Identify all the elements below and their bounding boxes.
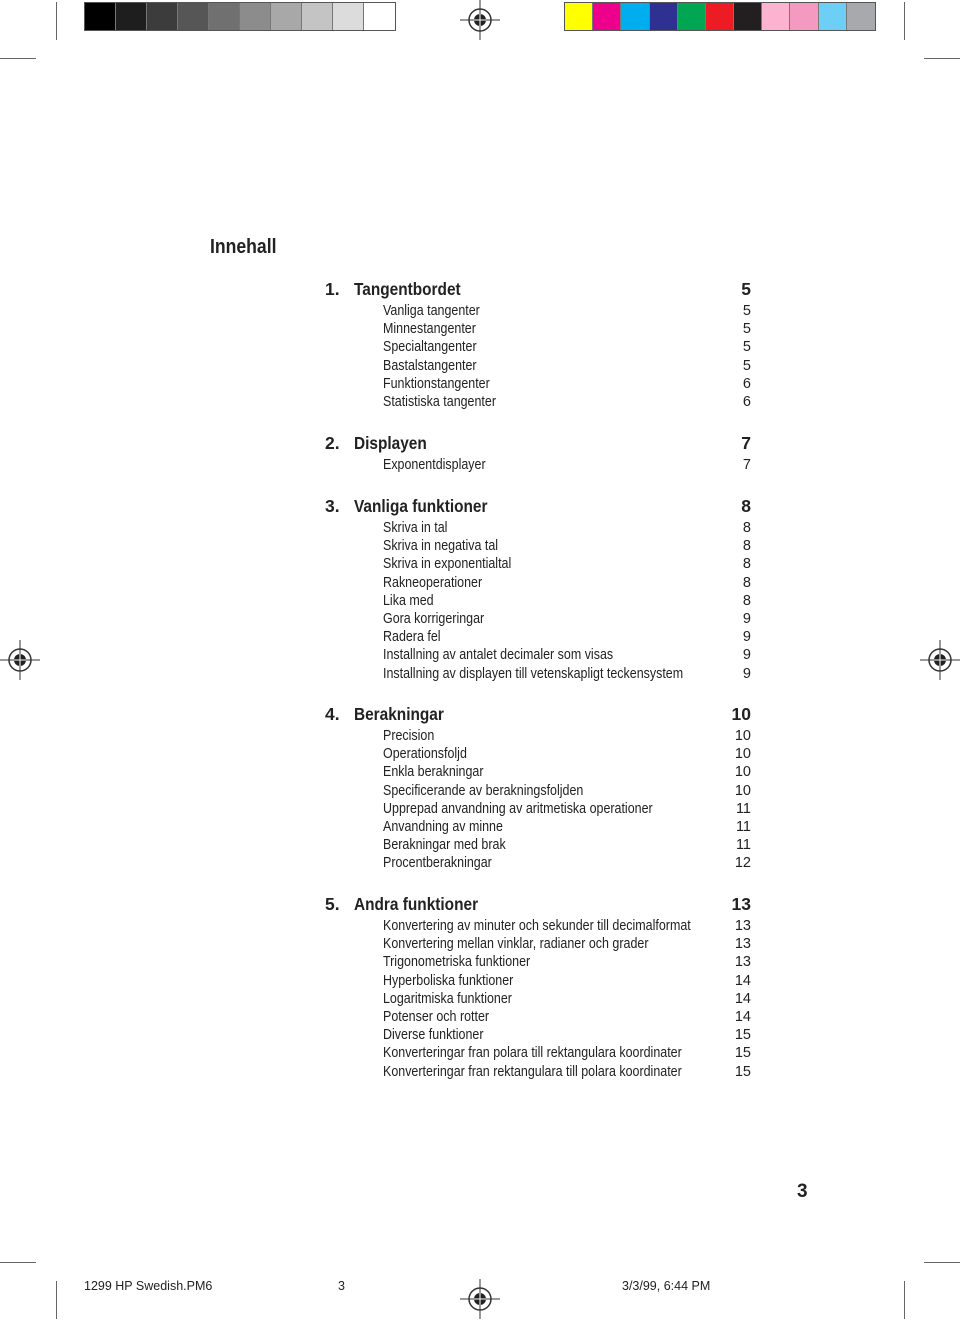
toc-entry-page: 11 [735,819,751,835]
toc-entry [383,991,751,1009]
section-page: 8 [741,496,751,516]
section-title: Berakningar [354,704,444,724]
toc-entry [383,936,751,954]
toc-entry [383,764,751,782]
color-swatch [650,3,678,30]
toc-entry-label: Upprepad anvandning av aritmetiska operationer [383,800,653,817]
toc-entry-label: Enkla berakningar [383,764,484,781]
color-swatch [240,3,271,30]
toc-entry [383,819,751,837]
toc-entry-label: Radera fel [383,629,441,646]
toc-entry-label: Gora korrigeringar [383,611,485,627]
toc-entry-label: Exponentdisplayer [383,457,486,473]
toc-entry-label: Hyperboliska funktioner [383,972,514,989]
crop-mark-bottom-left-vertical [56,1281,57,1319]
toc-entry-label: Specialtangenter [383,339,477,356]
toc-entry-label: Funktionstangenter [383,375,490,392]
toc-entry-label: Konvertering av minuter och sekunder till decimalformat [383,918,691,934]
toc-entry [383,358,751,376]
toc-entry [383,339,751,357]
toc-entry [383,556,751,574]
toc-entry-page: 8 [742,538,751,555]
toc-entry-page: 5 [742,357,751,374]
section-page: 5 [741,279,751,299]
toc-entry [383,801,751,819]
toc-entry [383,647,751,665]
section-number: 5. [325,894,340,914]
page-number: 3 [797,1181,808,1202]
toc-entry-label: Installning av displayen till vetenskapligt teckensystem [383,665,684,682]
crop-mark-top-right-horizontal [924,58,960,59]
toc-entry [383,1009,751,1027]
toc-entry-label: Statistiska tangenter [383,394,496,410]
process-color-bar [564,2,876,31]
slug-file-name: 1299 HP Swedish.PM6 [84,1279,213,1293]
toc-entry-label: Specificerande av berakningsfoljden [383,782,584,799]
section-number: 1. [325,279,340,299]
crop-mark-top-left-horizontal [0,58,36,59]
toc-entry-page: 6 [742,375,751,392]
toc-entry [383,746,751,764]
color-swatch [209,3,240,30]
toc-entry [383,321,751,339]
section-title: Displayen [354,433,427,453]
color-swatch [565,3,593,30]
toc-entry [383,1027,751,1045]
toc-entry-page: 11 [735,800,751,817]
toc-entry [383,629,751,647]
toc-entry-label: Konvertering mellan vinklar, radianer och grader [383,936,649,953]
toc-section-heading [325,433,751,455]
toc-entry-label: Anvandning av minne [383,819,503,835]
color-swatch [178,3,209,30]
registration-mark-left-icon [0,640,40,680]
color-swatch [706,3,734,30]
toc-entry-page: 9 [742,647,751,664]
registration-mark-top-icon [460,0,500,40]
toc-entry-page: 10 [734,746,751,763]
toc-entry-page: 8 [742,592,751,609]
toc-entry [383,666,751,684]
toc-entry [383,457,751,475]
toc-entry-label: Precision [383,728,435,744]
toc-entry-page: 12 [734,855,751,872]
toc-entry-page: 11 [735,837,751,854]
toc-entry-page: 14 [734,1009,751,1025]
crop-mark-bottom-right-horizontal [924,1262,960,1263]
section-page: 10 [731,704,751,724]
color-swatch [621,3,649,30]
registration-mark-bottom-icon [460,1279,500,1319]
grey-color-bar [84,2,396,31]
color-swatch [85,3,116,30]
toc-entry-label: Potenser och rotter [383,1009,490,1025]
toc-entry-label: Logaritmiska funktioner [383,990,512,1007]
toc-entry-page: 15 [734,1063,751,1080]
color-swatch [364,3,395,30]
crop-mark-bottom-left-horizontal [0,1262,36,1263]
toc-entry-label: Berakningar med brak [383,837,506,854]
toc-entry [383,973,751,991]
toc-entry-label: Vanliga tangenter [383,303,480,319]
toc-entry-page: 9 [742,665,751,682]
toc-entry-label: Konverteringar fran polara till rektangulara koordinater [383,1045,682,1062]
toc-entry-page: 5 [742,303,751,319]
toc-entry-label: Skriva in tal [383,520,448,536]
color-swatch [790,3,818,30]
slug-date: 3/3/99, 6:44 PM [622,1279,711,1293]
color-swatch [593,3,621,30]
toc-entry-page: 10 [734,764,751,781]
toc-entry-label: Trigonometriska funktioner [383,954,531,971]
toc-entry [383,728,751,746]
toc-entry [383,376,751,394]
toc-entry-label: Operationsfoljd [383,746,467,763]
toc-entry-label: Installning av antalet decimaler som visas [383,647,614,664]
toc-entry-page: 10 [734,728,751,744]
section-number: 3. [325,496,340,516]
toc-entry [383,575,751,593]
toc-entry-page: 9 [742,629,751,646]
toc-entry-label: Procentberakningar [383,855,492,872]
toc-entry-page: 14 [734,990,751,1007]
toc-entry-label: Rakneoperationer [383,574,483,591]
toc-entry-page: 10 [734,782,751,799]
color-swatch [734,3,762,30]
toc-section-heading [325,496,751,518]
toc-entry [383,837,751,855]
color-swatch [819,3,847,30]
color-swatch [762,3,790,30]
toc-entry [383,1045,751,1063]
toc-entry-page: 14 [734,972,751,989]
crop-mark-top-right-vertical [904,2,905,40]
color-swatch [147,3,178,30]
toc-entry-page: 8 [742,520,751,536]
toc-entry-label: Lika med [383,592,434,609]
crop-mark-bottom-right-vertical [904,1281,905,1319]
toc-entry-label: Minnestangenter [383,321,476,338]
section-number: 4. [325,704,340,724]
toc-entry [383,538,751,556]
toc-entry [383,1064,751,1082]
color-swatch [302,3,333,30]
slug-page: 3 [338,1279,345,1293]
color-swatch [847,3,875,30]
toc-entry-label: Skriva in negativa tal [383,538,499,555]
toc-entry-page: 8 [742,556,751,573]
crop-mark-top-left-vertical [56,2,57,40]
toc-section-heading [325,704,751,726]
toc-entry-label: Konverteringar fran rektangulara till polara koordinater [383,1063,682,1080]
toc-entry [383,918,751,936]
toc-title: Innehall [210,236,277,258]
toc-entry [383,954,751,972]
toc-entry-page: 13 [734,954,751,971]
toc-entry-page: 15 [734,1045,751,1062]
section-number: 2. [325,433,340,453]
toc-entry [383,783,751,801]
toc-entry [383,611,751,629]
section-title: Andra funktioner [354,894,479,914]
toc-entry-label: Bastalstangenter [383,357,477,374]
color-swatch [116,3,147,30]
toc-entry-label: Diverse funktioner [383,1027,484,1044]
toc-entry-page: 13 [734,936,751,953]
section-title: Vanliga funktioner [354,496,488,516]
toc-entry-page: 9 [742,611,751,627]
color-swatch [333,3,364,30]
section-title: Tangentbordet [354,279,461,299]
toc-entry [383,394,751,412]
toc-entry-page: 7 [742,457,751,473]
toc-entry-page: 15 [734,1027,751,1044]
toc-entry-page: 13 [734,918,751,934]
toc-entry [383,520,751,538]
color-swatch [271,3,302,30]
toc-entry-page: 5 [742,321,751,338]
registration-mark-right-icon [920,640,960,680]
toc-entry [383,303,751,321]
toc-entry-page: 6 [742,394,751,410]
toc-entry-label: Skriva in exponentialtal [383,556,512,573]
toc-section-heading [325,279,751,301]
color-swatch [678,3,706,30]
toc-entry-page: 5 [742,339,751,356]
toc-section-heading [325,894,751,916]
toc-entry [383,593,751,611]
section-page: 13 [731,894,751,914]
toc-entry [383,855,751,873]
section-page: 7 [741,433,751,453]
toc-entry-page: 8 [742,574,751,591]
